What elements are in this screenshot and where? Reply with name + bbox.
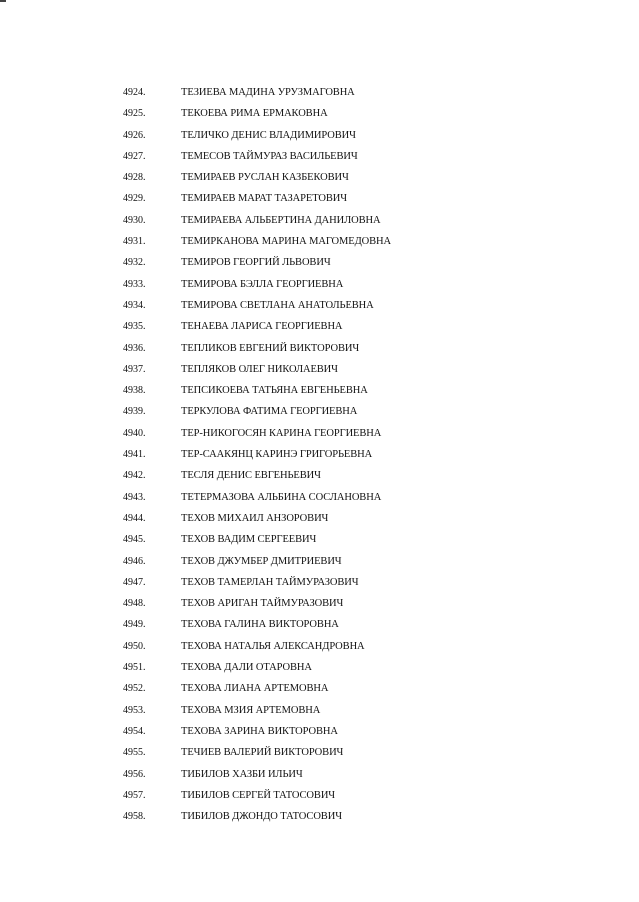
entry-name: ТЕР-НИКОГОСЯН КАРИНА ГЕОРГИЕВНА	[181, 427, 382, 439]
entry-number: 4945.	[123, 534, 146, 546]
list-item	[0, 508, 639, 529]
entry-name: ТЕХОВА МЗИЯ АРТЕМОВНА	[181, 704, 321, 716]
entry-number: 4956.	[123, 768, 146, 780]
list-item	[0, 764, 639, 785]
entry-name: ТИБИЛОВ ДЖОНДО ТАТОСОВИЧ	[181, 811, 342, 823]
entry-name: ТЕХОВА ЗАРИНА ВИКТОРОВНА	[181, 725, 338, 737]
entry-number: 4929.	[123, 193, 146, 205]
list-item	[0, 700, 639, 721]
entry-name: ТЕСЛЯ ДЕНИС ЕВГЕНЬЕВИЧ	[181, 470, 321, 482]
entry-name: ТЕМИРОВА БЭЛЛА ГЕОРГИЕВНА	[181, 278, 344, 290]
list-item	[0, 636, 639, 657]
entry-number: 4937.	[123, 363, 146, 375]
entry-name: ТЕХОВА ДАЛИ ОТАРОВНА	[181, 662, 312, 674]
entry-number: 4947.	[123, 576, 146, 588]
entry-name: ТЕПЛИКОВ ЕВГЕНИЙ ВИКТОРОВИЧ	[181, 342, 360, 354]
list-item	[0, 146, 639, 167]
entry-name: ТЕМИРКАНОВА МАРИНА МАГОМЕДОВНА	[181, 236, 391, 248]
list-item	[0, 359, 639, 380]
list-item	[0, 785, 639, 806]
entry-name: ТЕХОВА ГАЛИНА ВИКТОРОВНА	[181, 619, 339, 631]
entry-number: 4951.	[123, 662, 146, 674]
entry-number: 4941.	[123, 449, 146, 461]
entry-name: ТЕМИРОВ ГЕОРГИЙ ЛЬВОВИЧ	[181, 257, 331, 269]
entry-number: 4954.	[123, 725, 146, 737]
list-item	[0, 572, 639, 593]
list-item	[0, 231, 639, 252]
entry-number: 4953.	[123, 704, 146, 716]
list-item	[0, 529, 639, 550]
list-item	[0, 593, 639, 614]
entry-name: ТЕХОВ ДЖУМБЕР ДМИТРИЕВИЧ	[181, 555, 342, 567]
list-item	[0, 487, 639, 508]
entry-name: ТЕРКУЛОВА ФАТИМА ГЕОРГИЕВНА	[181, 406, 358, 418]
entry-number: 4942.	[123, 470, 146, 482]
entry-number: 4936.	[123, 342, 146, 354]
entry-number: 4924.	[123, 87, 146, 98]
list-item	[0, 316, 639, 337]
entry-name: ТЕХОВА НАТАЛЬЯ АЛЕКСАНДРОВНА	[181, 640, 365, 652]
list-item	[0, 614, 639, 635]
entry-number: 4949.	[123, 619, 146, 631]
entry-name: ТЕЗИЕВА МАДИНА УРУЗМАГОВНА	[181, 87, 355, 98]
list-item	[0, 551, 639, 572]
entry-number: 4952.	[123, 683, 146, 695]
entry-name: ТИБИЛОВ ХАЗБИ ИЛЬИЧ	[181, 768, 303, 780]
entry-name: ТЕЛИЧКО ДЕНИС ВЛАДИМИРОВИЧ	[181, 129, 356, 141]
entry-name: ТЕПСИКОЕВА ТАТЬЯНА ЕВГЕНЬЕВНА	[181, 385, 368, 397]
entry-number: 4926.	[123, 129, 146, 141]
entry-number: 4955.	[123, 747, 146, 759]
entry-number: 4931.	[123, 236, 146, 248]
entry-name: ТЕКОЕВА РИМА ЕРМАКОВНА	[181, 108, 328, 120]
list-item	[0, 444, 639, 465]
list-item	[0, 657, 639, 678]
entry-name: ТЕХОВ ВАДИМ СЕРГЕЕВИЧ	[181, 534, 317, 546]
list-item	[0, 401, 639, 422]
name-list	[0, 82, 639, 827]
list-item	[0, 295, 639, 316]
entry-name: ТЕХОВА ЛИАНА АРТЕМОВНА	[181, 683, 329, 695]
entry-name: ТЕНАЕВА ЛАРИСА ГЕОРГИЕВНА	[181, 321, 343, 333]
entry-name: ТЕХОВ МИХАИЛ АНЗОРОВИЧ	[181, 512, 329, 524]
list-item	[0, 423, 639, 444]
entry-name: ТЕХОВ ТАМЕРЛАН ТАЙМУРАЗОВИЧ	[181, 576, 359, 588]
entry-number: 4946.	[123, 555, 146, 567]
entry-number: 4927.	[123, 150, 146, 162]
list-item	[0, 274, 639, 295]
entry-number: 4934.	[123, 299, 146, 311]
list-item	[0, 678, 639, 699]
list-item	[0, 806, 639, 827]
entry-number: 4925.	[123, 108, 146, 120]
list-item	[0, 338, 639, 359]
list-item	[0, 82, 639, 103]
list-item	[0, 125, 639, 146]
entry-number: 4930.	[123, 214, 146, 226]
entry-number: 4933.	[123, 278, 146, 290]
entry-number: 4939.	[123, 406, 146, 418]
entry-number: 4928.	[123, 172, 146, 184]
entry-number: 4958.	[123, 811, 146, 823]
entry-name: ТЕПЛЯКОВ ОЛЕГ НИКОЛАЕВИЧ	[181, 363, 338, 375]
list-item	[0, 167, 639, 188]
entry-name: ТЕМЕСОВ ТАЙМУРАЗ ВАСИЛЬЕВИЧ	[181, 150, 358, 162]
entry-name: ТЕХОВ АРИГАН ТАЙМУРАЗОВИЧ	[181, 598, 344, 610]
entry-name: ТЕМИРОВА СВЕТЛАНА АНАТОЛЬЕВНА	[181, 299, 374, 311]
list-item	[0, 380, 639, 401]
entry-number: 4943.	[123, 491, 146, 503]
entry-number: 4932.	[123, 257, 146, 269]
list-item	[0, 210, 639, 231]
entry-number: 4938.	[123, 385, 146, 397]
entry-name: ТЕТЕРМАЗОВА АЛЬБИНА СОСЛАНОВНА	[181, 491, 382, 503]
entry-number: 4957.	[123, 789, 146, 801]
entry-name: ТЕР-СААКЯНЦ КАРИНЭ ГРИГОРЬЕВНА	[181, 449, 373, 461]
entry-number: 4950.	[123, 640, 146, 652]
list-item	[0, 465, 639, 486]
entry-name: ТЕМИРАЕВ МАРАТ ТАЗАРЕТОВИЧ	[181, 193, 347, 205]
list-item	[0, 742, 639, 763]
list-item	[0, 721, 639, 742]
entry-name: ТЕМИРАЕВ РУСЛАН КАЗБЕКОВИЧ	[181, 172, 349, 184]
list-item	[0, 188, 639, 209]
entry-number: 4940.	[123, 427, 146, 439]
entry-number: 4935.	[123, 321, 146, 333]
entry-number: 4944.	[123, 512, 146, 524]
entry-name: ТИБИЛОВ СЕРГЕЙ ТАТОСОВИЧ	[181, 789, 336, 801]
list-item	[0, 252, 639, 273]
entry-number: 4948.	[123, 598, 146, 610]
entry-name: ТЕЧИЕВ ВАЛЕРИЙ ВИКТОРОВИЧ	[181, 747, 344, 759]
scan-corner-mark	[0, 0, 6, 2]
entry-name: ТЕМИРАЕВА АЛЬБЕРТИНА ДАНИЛОВНА	[181, 214, 381, 226]
list-item	[0, 103, 639, 124]
